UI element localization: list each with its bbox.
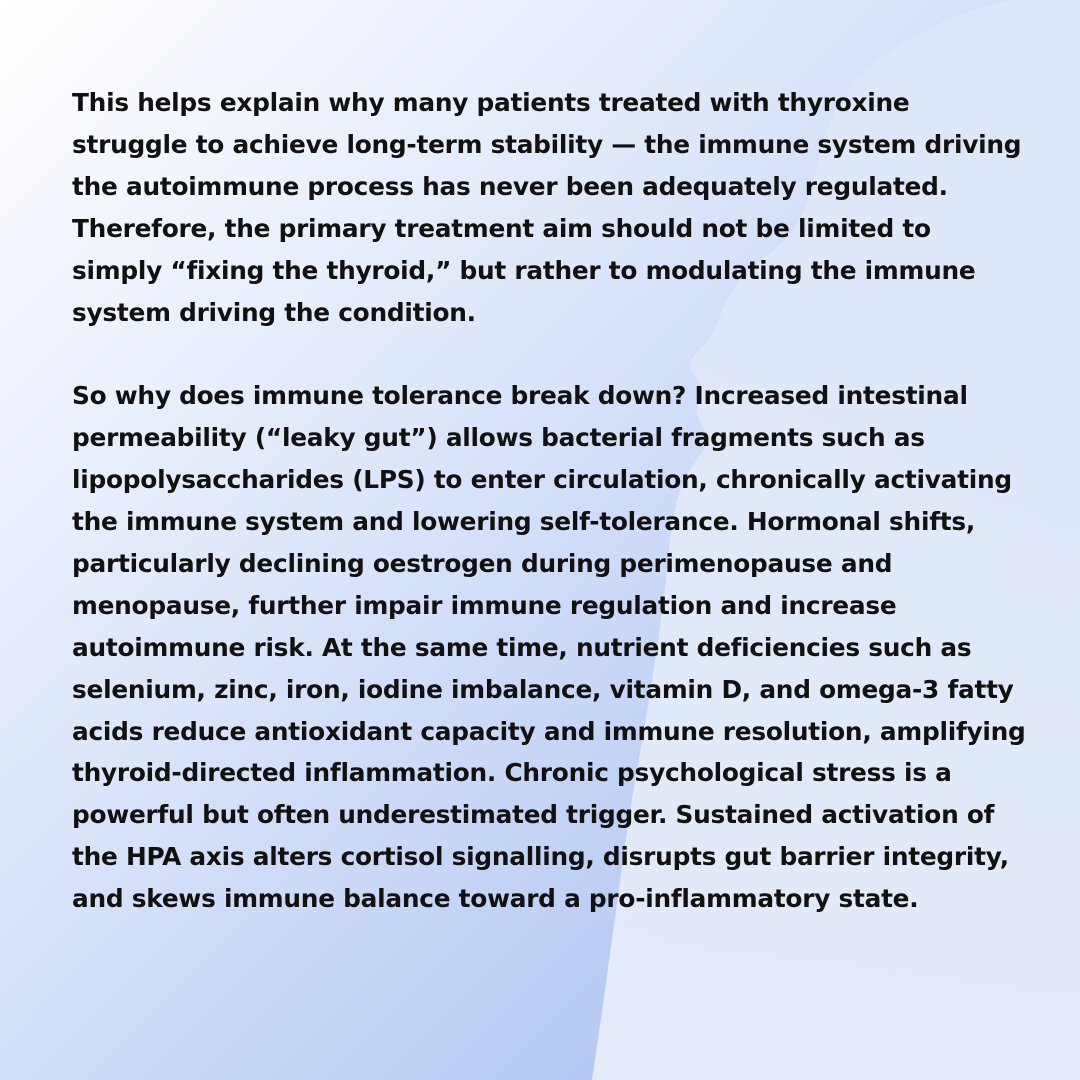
paragraph-immune-tolerance: So why does immune tolerance break down? Increased intestinal permeability (“leaky gut”) allows bacterial fragments such as lipopolysaccharides (LPS) to enter circulation, chronically activating the immune system and lowering self-tolerance. Hormonal shifts, particularly declining oestrogen during perimenopause and menopause, further impair immune regulation and increase autoimmune risk. At the same time, nutrient deficiencies such as selenium, zinc, iron, iodine imbalance, vitamin D, and omega-3 fatty acids reduce antioxidant capacity and immune resolution, amplifying thyroid-directed inflammation. Chronic psychological stress is a powerful but often underestimated trigger. Sustained activation of the HPA axis alters cortisol signalling, disrupts gut barrier integrity, and skews immune balance toward a pro-inflammatory state.	[72, 381, 1026, 914]
text-content	[72, 82, 1027, 920]
paragraph-thyroxine-stability: This helps explain why many patients treated with thyroxine struggle to achieve long-term stability — the immune system driving the autoimmune process has never been adequately regulated. Therefore, the primary treatment aim should not be limited to simply “fixing the thyroid,” but rather to modulating the immune system driving the condition.	[72, 88, 1022, 327]
